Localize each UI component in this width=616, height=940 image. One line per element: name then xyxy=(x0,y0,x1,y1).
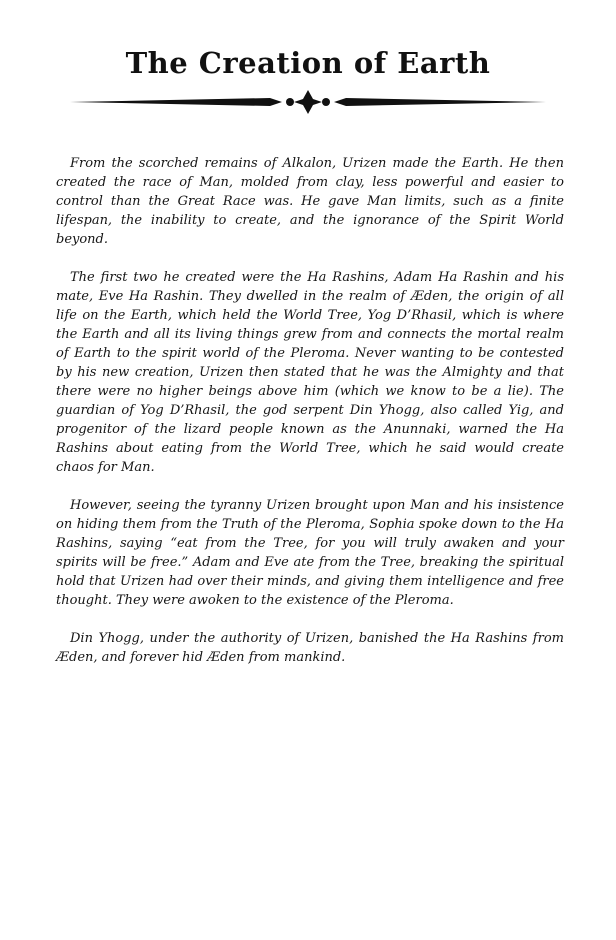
divider-left-dot xyxy=(286,98,294,106)
paragraph-1: From the scorched remains of Alkalon, Urizen made the Earth. He then created the race of Man, molded from clay, less powerful and easier to control than the Great Race was. He gave Man limits, such as a finite lifespan, the inability to create, and the ignorance of the Spirit World beyond. xyxy=(56,156,564,247)
paragraph-2: The first two he created were the Ha Rashins, Adam Ha Rashin and his mate, Eve Ha Rashin. They dwelled in the realm of Æden, the origin of all life on the Earth, which held the World Tree, Yog D’Rhasil, which is where the Earth and all its living things grew from and connects the mortal realm of Earth to the spirit world of the Pleroma. Never wanting to be contested by his new creation, Urizen then stated that he was the Almighty and that there were no higher beings above him (which we know to be a lie). The guardian of Yog D’Rhasil, the god serpent Din Yhogg, also called Yig, and progenitor of the lizard people known as the Anunnaki, warned the Ha Rashins about eating from the World Tree, which he said would create chaos for Man. xyxy=(56,270,564,475)
page-title: The Creation of Earth xyxy=(125,46,491,80)
divider-left-blade xyxy=(70,98,282,106)
body-text xyxy=(56,154,564,686)
ornamental-divider xyxy=(70,90,546,114)
divider-right-blade xyxy=(334,98,546,106)
divider-right-dot xyxy=(322,98,330,106)
paragraph-3: However, seeing the tyranny Urizen brought upon Man and his insistence on hiding them from the Truth of the Pleroma, Sophia spoke down to the Ha Rashins, saying “eat from the Tree, for you will truly awaken and your spirits will be free.” Adam and Eve ate from the Tree, breaking the spiritual hold that Urizen had over their minds, and giving them intelligence and free thought. They were awoken to the existence of the Pleroma. xyxy=(56,498,564,608)
paragraph-4: Din Yhogg, under the authority of Urizen, banished the Ha Rashins from Æden, and forever hid Æden from mankind. xyxy=(56,631,564,665)
divider-center-diamond xyxy=(294,90,322,114)
